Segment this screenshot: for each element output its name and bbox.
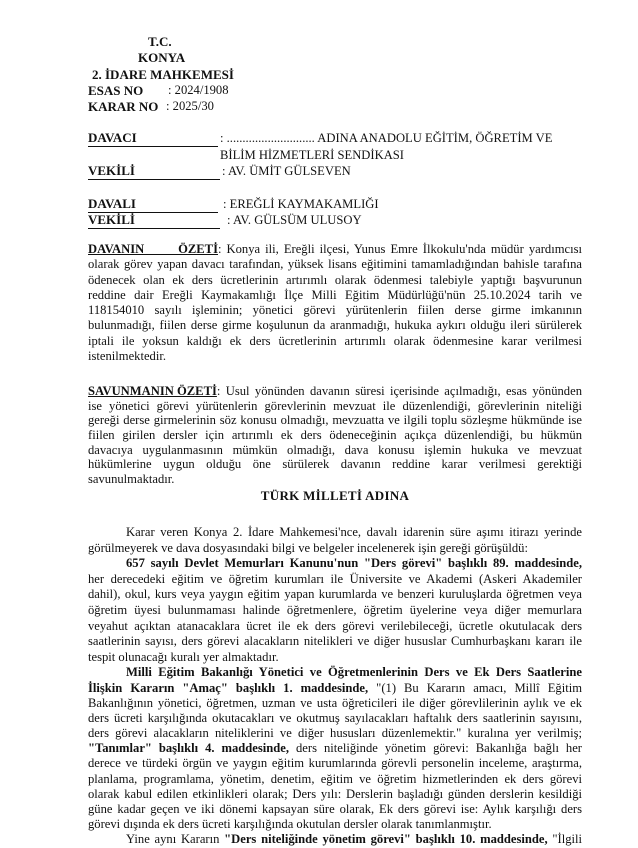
davali-vekili-value: : AV. GÜLSÜM ULUSOY xyxy=(227,213,362,227)
esas-no-value: : 2024/1908 xyxy=(168,83,229,97)
text-line xyxy=(88,711,582,726)
text-line xyxy=(88,634,582,650)
text-segment: planlama, programlama, yönetim, denetim, eğitim ve öğretim hizmetlerinden ek ders görevi xyxy=(88,771,582,786)
bold-segment: 657 sayılı Devlet Memurları Kanunu'nun "Ders görevi" başlıklı 89. maddesinde, xyxy=(126,556,582,571)
text-segment: öğretim üyesi bulunmaması halinde öğretmenlere, öğretim üyelerine veya diğer memurlara xyxy=(88,602,582,617)
section-title: TÜRK MİLLETİ ADINA xyxy=(260,488,410,503)
text-line: savunulmaktadır. xyxy=(88,472,175,487)
text-line: reddine dair Ereğli Kaymakamlığı İlçe Milli Eğitim Müdürlüğü'nün 25.10.2024 tarih ve xyxy=(88,287,582,302)
text-line: ise yönetici görevi yürütenlerin görevlerinin mevzuat ile düzenlendiği, görevlerinin niteliği xyxy=(88,398,582,413)
text-line: ödenecek olan ek ders ücretlerinin artırımlı olarak ödenmesi talebiyle yaptığı başvurunun xyxy=(88,272,582,287)
text-segment: Karar veren Konya 2. İdare Mahkemesi'nce, davalı idarenin süre aşımı itirazı yerinde xyxy=(126,525,582,539)
text-segment: ders niteliğinde yönetim görevi: Bakanlığa bağlı her xyxy=(289,741,582,756)
davanin-ozeti-section xyxy=(88,242,582,364)
text-segment: her derecedeki eğitim ve öğretim kurumları ile Üniversite ve Akademi (Askeri Akademiler xyxy=(88,571,582,586)
header-court: 2. İDARE MAHKEMESİ xyxy=(92,67,234,82)
text-line: istenilmektedir. xyxy=(88,349,166,364)
header-city: KONYA xyxy=(138,50,186,65)
text-line: iptali ile yoksun kaldığı ek ders ücretlerinin artırımlı olarak ödenmesine karar verilmesi xyxy=(88,333,582,348)
text-segment: derece ve türdeki örgün ve yaygın eğitim kurumlarında görevli personelin inceleme, araştırma, xyxy=(88,756,582,771)
text-line xyxy=(88,525,582,541)
text-segment: "(1) Bu Kararın amacı, Millî Eğitim xyxy=(368,680,582,695)
text-segment: tespit olunacağı kuralı yer almaktadır. xyxy=(88,649,279,664)
text-line xyxy=(88,726,582,741)
text-line xyxy=(88,650,582,666)
savunmanin-ozeti-section xyxy=(88,384,582,487)
text-line xyxy=(88,832,582,847)
text-line xyxy=(88,802,582,817)
text-segment: ders ücreti karşılığında okutacakları ve okutmuş sayılacakları haftalık ders saatlerinin sayısını, xyxy=(88,710,582,725)
text-line xyxy=(88,756,582,771)
text-line xyxy=(88,619,582,635)
bold-segment: Milli Eğitim Bakanlığı Yönetici ve Öğretmenlerinin Ders ve Ek Ders Saatlerine xyxy=(126,665,582,680)
text-segment: güne kadar geçen ve iki dönemi kapsayan süre olarak, Ek ders görevi ise: Aylık karşılığı ders xyxy=(88,802,582,817)
davaci-value-cont: BİLİM HİZMETLERİ SENDİKASI xyxy=(220,148,404,162)
bold-segment: "Tanımlar" başlıklı 4. maddesinde, xyxy=(88,741,290,756)
text-line xyxy=(88,603,582,619)
text-line: olarak görev yapan davacı tarafından, yüksek lisans eğitimini tamamladığından bahisle tarafına xyxy=(88,257,582,272)
davali-value: : EREĞLİ KAYMAKAMLIĞI xyxy=(223,197,379,211)
text-segment: dahil), okul, kurs veya yaygın eğitim yapan kurumlarda ve benzeri kuruluşlarda öğretmen veya xyxy=(88,587,582,602)
text-line: hükümlerine uygun olduğu öne sürülerek davanın reddine karar verilmesi gerektiği xyxy=(88,457,582,472)
text-line xyxy=(88,681,582,696)
davaci-label: DAVACI xyxy=(88,131,218,147)
karar-no-label: KARAR NO xyxy=(88,99,159,114)
text-line xyxy=(88,696,582,711)
text-line xyxy=(88,384,582,399)
karar-no-value: : 2025/30 xyxy=(166,99,214,113)
text-line: bulunmadığı, fiilen derse girme koşulunun da aranmadığı, hukuka aykırı olduğu ileri sürülerek xyxy=(88,318,582,333)
text-segment: olarak kabul edilen etkinlikleri olarak; Ders yılı: Derslerin başladığı günden derslerin kesildiği xyxy=(88,786,582,801)
header-tc: T.C. xyxy=(148,34,172,49)
text-line xyxy=(88,242,582,257)
esas-no-label: ESAS NO xyxy=(88,83,144,98)
text-line xyxy=(88,741,582,756)
davali-label: DAVALI xyxy=(88,197,218,213)
text-segment: "İlgili xyxy=(547,832,582,847)
text-line: 118154010 sayılı işleminin; yönetici görevi yürütenlerin fiilen derse girme imkanının xyxy=(88,303,582,318)
text-line xyxy=(88,541,582,557)
bold-segment: "Ders niteliğinde yönetim görevi" başlıklı 10. maddesinde, xyxy=(224,832,548,847)
text-segment: : Konya ili, Ereğli ilçesi, Yunus Emre İlkokulu'nda müdür yardımcısı xyxy=(218,242,582,256)
text-line xyxy=(88,772,582,787)
bold-segment: İlişkin Kararın "Amaç" başlıklı 1. maddesinde, xyxy=(88,680,369,695)
text-segment: ders görevi alacakların niteliklerini ve diğer hususları düzenlemektir." kuralına yer verilmiş; xyxy=(88,726,582,741)
davaci-vekili-label: VEKİLİ xyxy=(88,164,220,180)
text-line xyxy=(88,572,582,588)
text-line: fiilen girilen dersler için artırımlı ek ders ödeneceğinin açıkça düzenlendiği, bu hükmün xyxy=(88,428,582,443)
davaci-vekili-value: : AV. ÜMİT GÜLSEVEN xyxy=(222,164,351,178)
decision-body xyxy=(88,525,582,848)
text-segment: : Usul yönünden davanın süresi içerisinde açılmadığı, esas yönünden xyxy=(216,384,582,398)
text-segment: veyahut açıktan atanacaklara ücret ile ek ders görevi verilebileceği, ücretle okutulacak ders xyxy=(88,618,582,633)
text-segment: Yine aynı Kararın xyxy=(126,832,225,847)
text-segment: Bakanlığının yönetici, öğretmen, uzman ve usta öğreticileri ile diğer görevlilerinin aylık ve ek xyxy=(88,695,582,710)
text-line: davacıya uygulanmasının mümkün olmadığı, dava konusu işlemin hukuka ve mevzuat xyxy=(88,442,582,457)
section-label: DAVANIN ÖZETİ xyxy=(88,242,218,256)
text-segment: görülmeyerek ve dava dosyasındaki bilgi ve belgeler incelenerek işin gereği görüşüldü: xyxy=(88,540,528,555)
section-label: SAVUNMANIN ÖZETİ xyxy=(88,384,217,398)
davaci-value: : ............................ ADINA ANADOLU EĞİTİM, ÖĞRETİM VE xyxy=(220,131,553,145)
text-line xyxy=(88,817,582,832)
text-segment: görevi dışında ek ders ücreti karşılığında okutulan dersler olarak tanımlanmıştır. xyxy=(88,817,492,832)
text-line xyxy=(88,587,582,603)
text-segment: saatlerinin sayısı, ders görevi alacakların nitelikleri ve diğer hususlar Cumhurbaşkanı kararı ile xyxy=(88,634,582,649)
text-line xyxy=(88,665,582,680)
text-line xyxy=(88,787,582,802)
text-line xyxy=(88,556,582,572)
text-line: gereği derse girmelerinin söz konusu olmadığı, mevzuatta ve ilgili toplu sözleşme hükmünde ise xyxy=(88,413,582,428)
davali-vekili-label: VEKİLİ xyxy=(88,213,220,229)
